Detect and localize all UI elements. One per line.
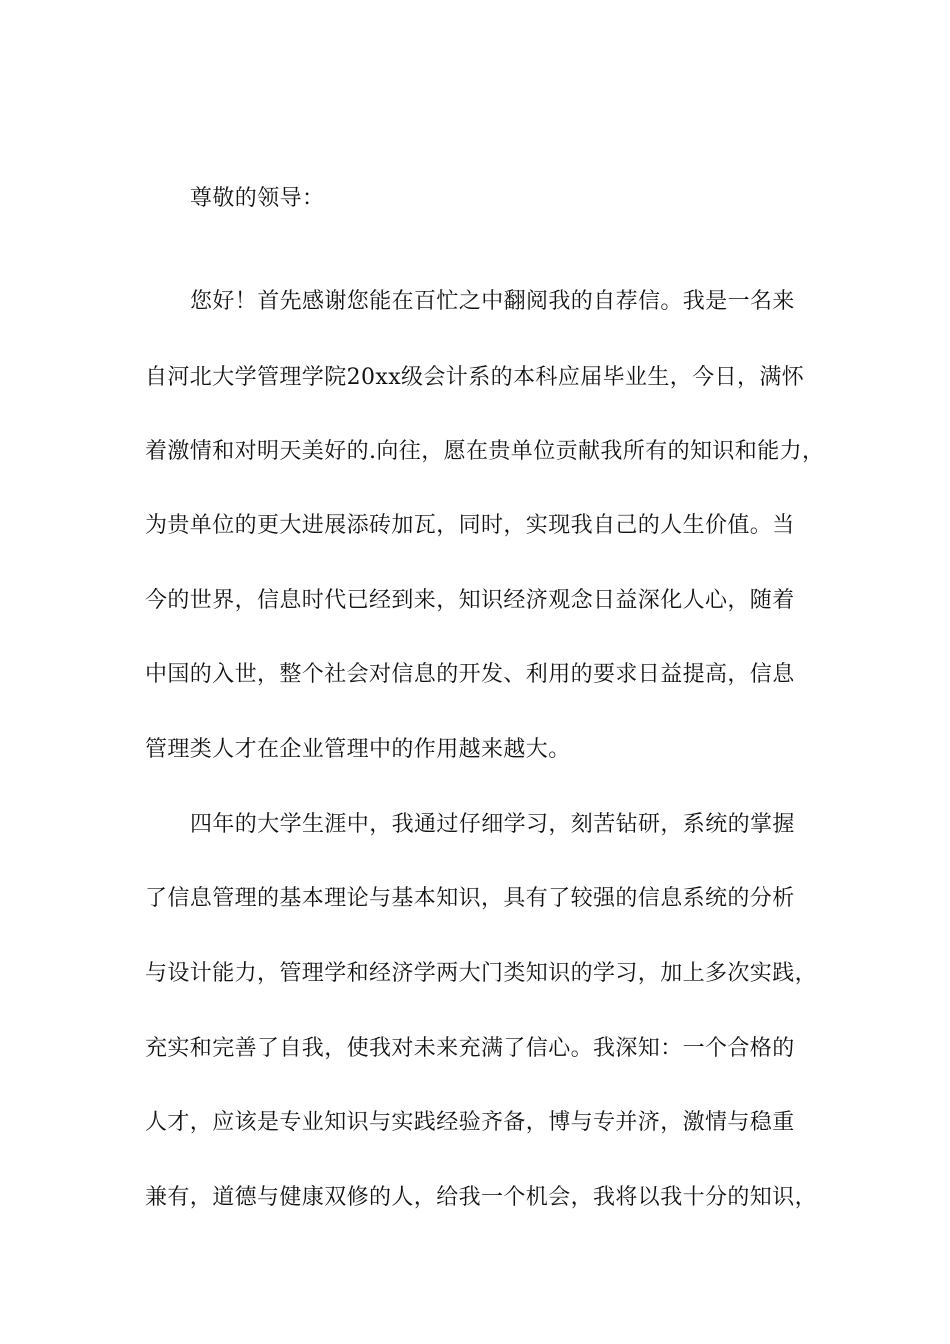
paragraph-1-line-7: 管理类人才在企业管理中的作用越来越大。 bbox=[145, 737, 571, 762]
paragraph-2-line-3: 与设计能力，管理学和经济学两大门类知识的学习，加上多次实践， bbox=[145, 961, 818, 986]
paragraph-1-line-4: 为贵单位的更大进展添砖加瓦，同时，实现我自己的人生价值。当 bbox=[145, 513, 795, 538]
paragraph-1-line-5: 今的世界，信息时代已经到来，知识经济观念日益深化人心，随着 bbox=[145, 588, 795, 613]
paragraph-1-line-3: 着激情和对明天美好的.向往，愿在贵单位贡献我所有的知识和能力， bbox=[145, 439, 825, 464]
salutation: 尊敬的领导： bbox=[190, 186, 325, 211]
paragraph-2-line-4: 充实和完善了自我，使我对未来充满了信心。我深知：一个合格的 bbox=[145, 1036, 795, 1061]
paragraph-1-line-2: 自河北大学管理学院20xx级会计系的本科应届毕业生，今日，满怀 bbox=[145, 365, 805, 390]
paragraph-2-line-2: 了信息管理的基本理论与基本知识，具有了较强的信息系统的分析 bbox=[145, 886, 795, 911]
paragraph-2-line-6: 兼有，道德与健康双修的人，给我一个机会，我将以我十分的知识， bbox=[145, 1185, 818, 1210]
paragraph-2-line-5: 人才，应该是专业知识与实践经验齐备，博与专并济，激情与稳重 bbox=[145, 1110, 795, 1135]
paragraph-2-line-1: 四年的大学生涯中，我通过仔细学习，刻苦钻研，系统的掌握 bbox=[190, 812, 795, 837]
paragraph-1-line-6: 中国的入世，整个社会对信息的开发、利用的要求日益提高，信息 bbox=[145, 662, 795, 687]
paragraph-1-line-1: 您好！首先感谢您能在百忙之中翻阅我的自荐信。我是一名来 bbox=[190, 289, 795, 314]
